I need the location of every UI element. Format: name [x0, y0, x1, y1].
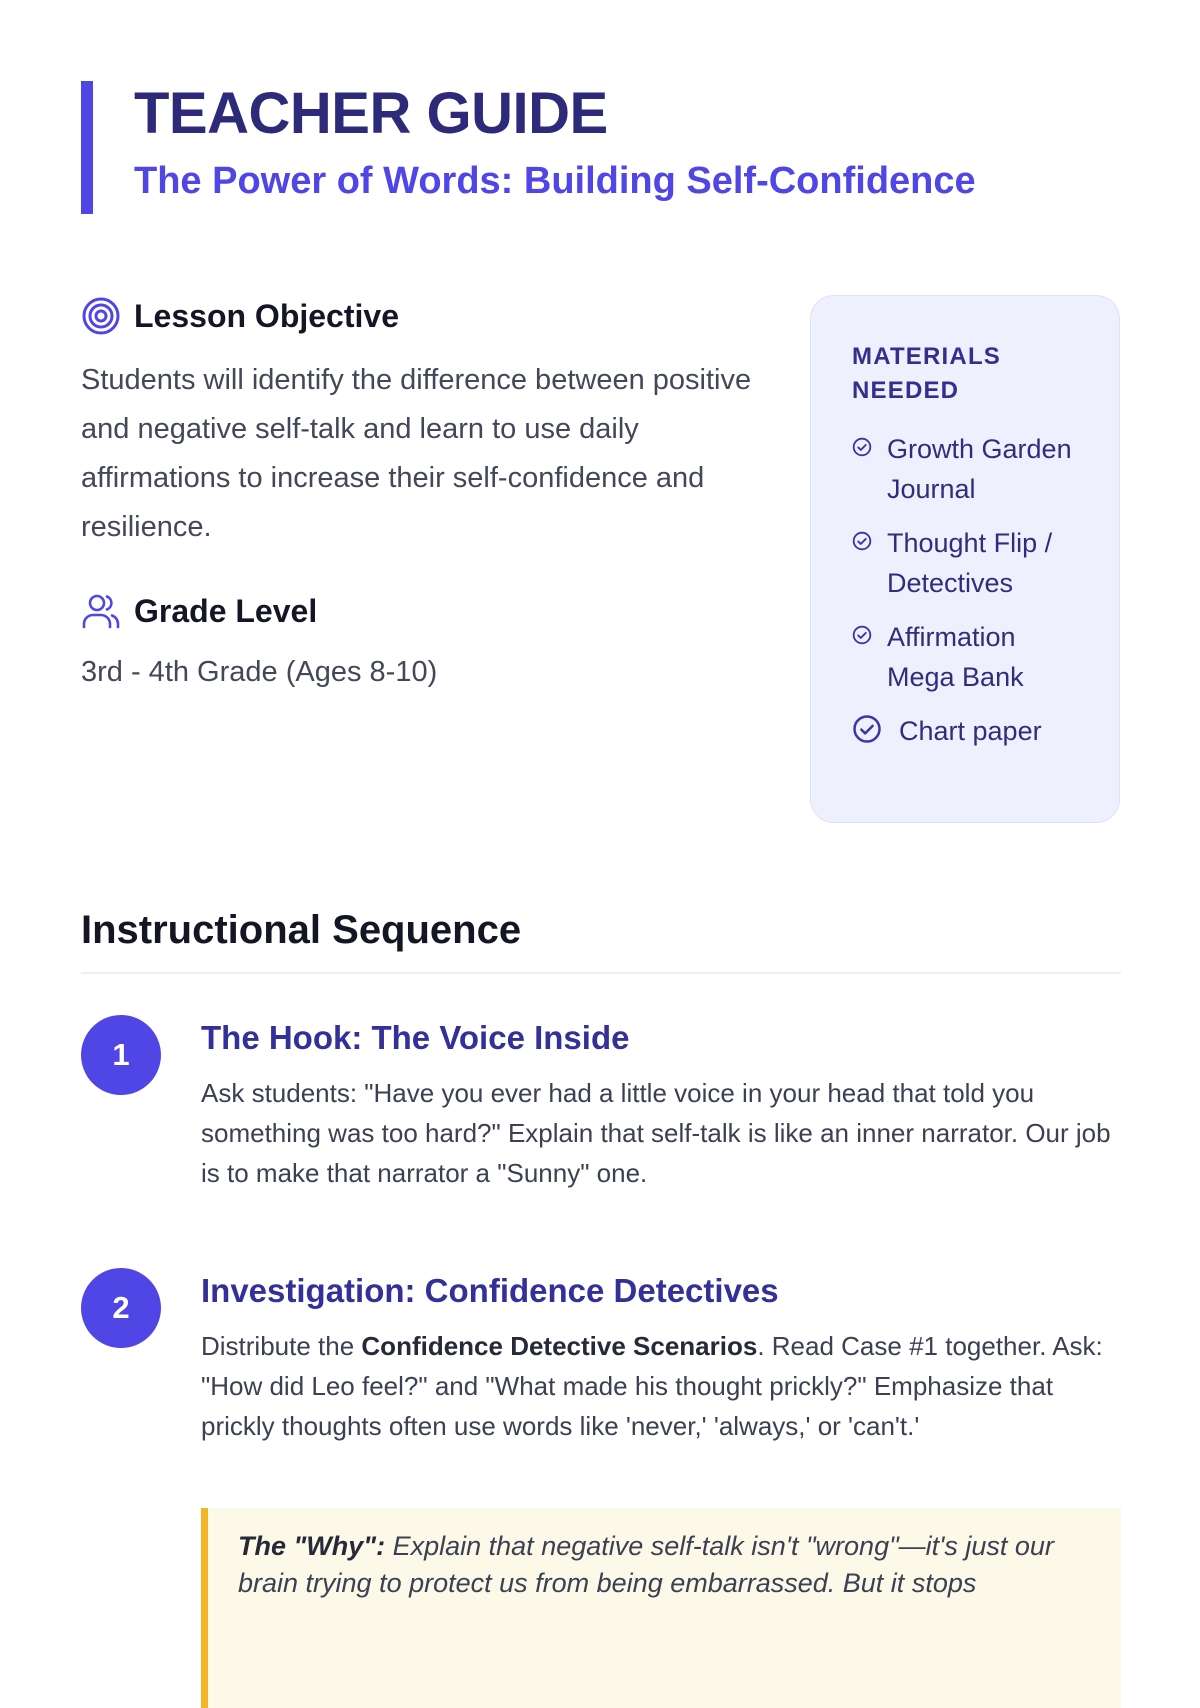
- materials-item: [852, 711, 1089, 751]
- grade-title: Grade Level: [134, 592, 318, 629]
- step-description: [201, 1326, 1121, 1446]
- sequence-title: Instructional Sequence: [81, 908, 522, 952]
- step-text-after: . Read Case #1 together. Ask: "How did Leo feel?" and "What made his thought prickly?" Emphasize that prickly thoughts often use words like 'never,' 'always,' or 'can't.': [201, 1331, 1103, 1441]
- step-number-badge: 2: [81, 1268, 161, 1348]
- materials-item: [852, 523, 1089, 603]
- users-icon: [81, 591, 121, 631]
- grade-text: 3rd - 4th Grade (Ages 8-10): [81, 656, 438, 688]
- materials-item-label: Affirmation Mega Bank: [887, 622, 1024, 692]
- materials-panel: [810, 295, 1120, 823]
- materials-item-label: Thought Flip / Detectives: [887, 528, 1053, 598]
- callout-label: The "Why":: [238, 1531, 386, 1561]
- objective-title: Lesson Objective: [134, 297, 399, 334]
- check-circle-icon: [852, 625, 872, 645]
- target-icon: [81, 296, 121, 336]
- step-description: Ask students: "Have you ever had a little voice in your head that told you something was too hard?" Explain that self-talk is like an inner narrator. Our job is to make that narrator a "Sunny" one.: [201, 1078, 1111, 1188]
- materials-item-label: Chart paper: [899, 716, 1042, 746]
- guide-header: [81, 81, 976, 214]
- check-circle-icon: [852, 437, 872, 457]
- page-subtitle: The Power of Words: Building Self-Confidence: [134, 160, 976, 202]
- check-circle-icon: [852, 531, 872, 551]
- objective-text: Students will identify the difference between positive and negative self-talk and learn to use daily affirmations to increase their self-confidence and resilience.: [81, 364, 752, 543]
- step-text-before: Distribute the: [201, 1331, 362, 1361]
- materials-heading: MATERIALS NEEDED: [852, 343, 1002, 404]
- grade-heading: [81, 591, 317, 631]
- check-circle-icon: [852, 714, 882, 744]
- why-callout: [201, 1508, 1121, 1708]
- page-title: TEACHER GUIDE: [134, 81, 608, 146]
- step-number-badge: 1: [81, 1015, 161, 1095]
- step-title: Investigation: Confidence Detectives: [201, 1272, 779, 1309]
- materials-item: [852, 429, 1089, 509]
- step-text-bold: Confidence Detective Scenarios: [361, 1331, 758, 1361]
- step-title: The Hook: The Voice Inside: [201, 1019, 630, 1056]
- materials-item-label: Growth Garden Journal: [887, 434, 1072, 504]
- objective-heading: [81, 296, 399, 336]
- section-divider: [81, 972, 1121, 974]
- materials-item: [852, 617, 1089, 697]
- callout-text: Explain that negative self-talk isn't "wrong"—it's just our brain trying to protect us from being embarrassed. But it stops: [238, 1531, 1054, 1598]
